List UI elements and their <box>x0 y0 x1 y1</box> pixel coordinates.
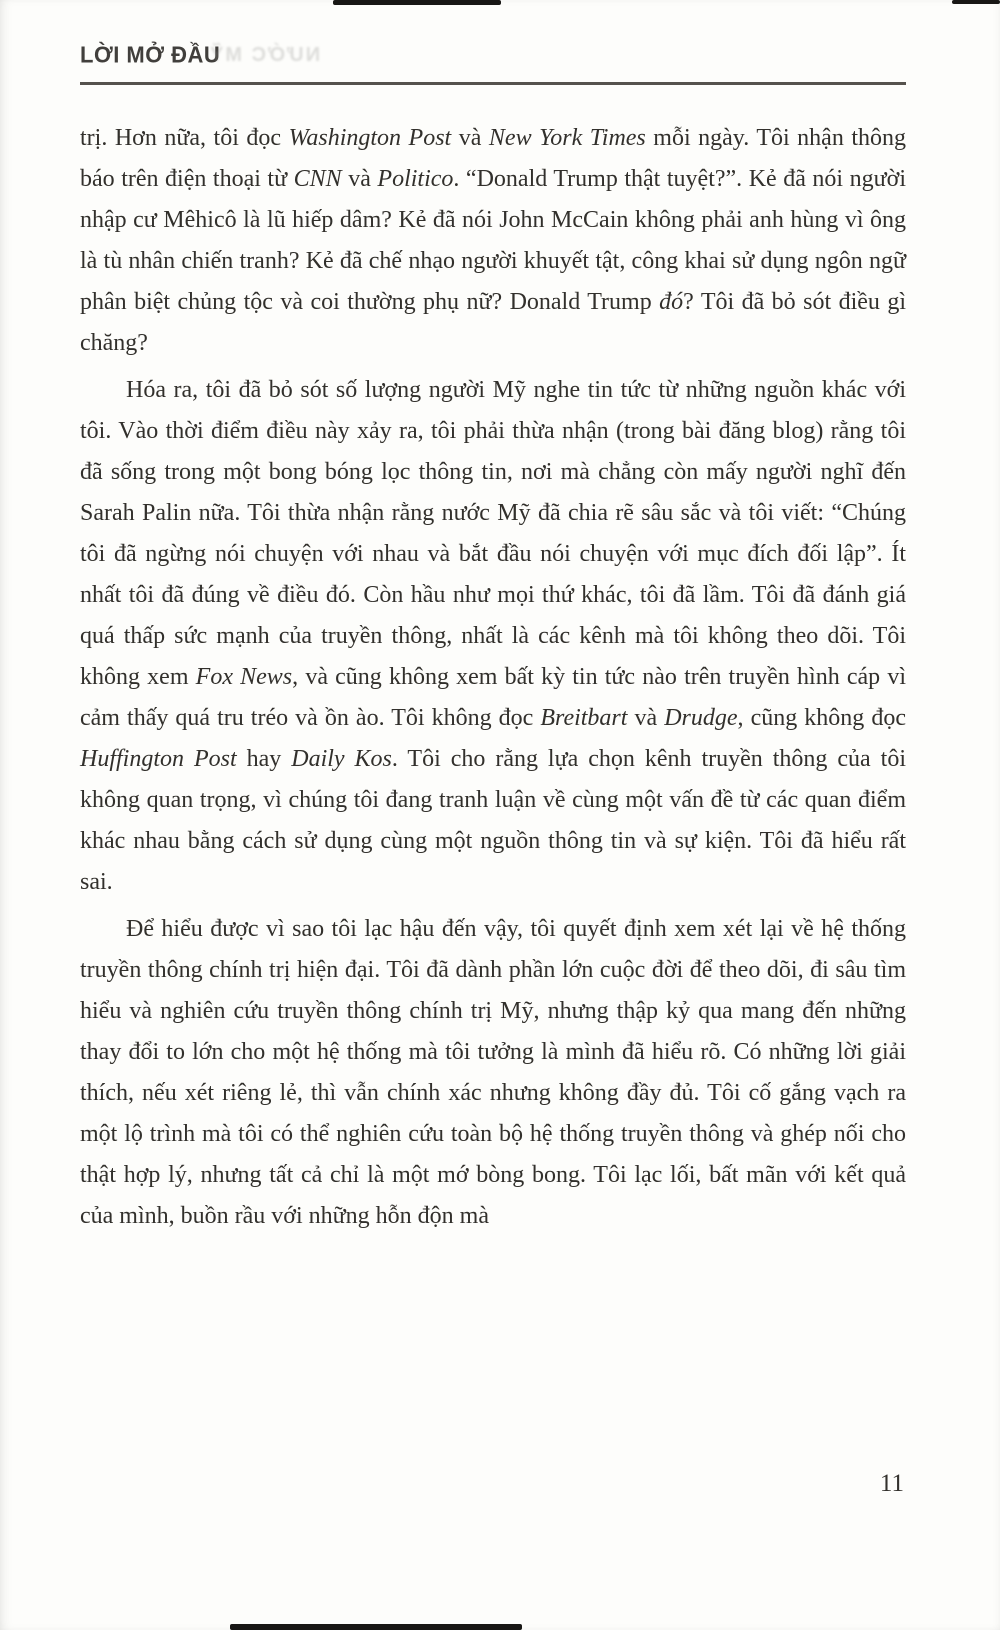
text-run: . Tôi cho rằng lựa chọn kênh truyền thông của tôi không quan trọng, vì chúng tôi đang tranh luận về cùng một vấn đề từ các quan điểm khác nhau bằng cách sử dụng cùng một nguồn thông tin và sự kiện. Tôi đã hiểu rất sai. <box>80 746 906 895</box>
text-run: trị. Hơn nữa, tôi đọc <box>80 125 289 151</box>
italic-text-run: Breitbart <box>540 705 628 731</box>
page-header <box>80 42 906 85</box>
italic-text-run: Daily Kos <box>291 746 392 772</box>
text-run: mỗi ngày. Tôi nhận thông báo trên điện thoại từ <box>80 125 906 192</box>
running-head-title: LỜI MỞ ĐẦU <box>80 41 221 68</box>
paragraph <box>80 909 906 1237</box>
scan-artifact <box>952 0 1000 4</box>
paragraph <box>80 370 906 903</box>
scan-artifact <box>230 1624 522 1630</box>
italic-text-run: Fox News <box>195 664 293 690</box>
italic-text-run: đó <box>659 289 684 315</box>
text-run: , cũng không đọc <box>737 705 906 731</box>
text-run: , và cũng không xem bất kỳ tin tức nào trên truyền hình cáp vì cảm thấy quá tru tréo và ồn ào. Tôi không đọc <box>80 664 906 731</box>
text-run: và <box>341 166 378 192</box>
italic-text-run: CNN <box>293 166 342 192</box>
page-footer <box>880 1470 904 1498</box>
text-run: Để hiểu được vì sao tôi lạc hậu đến vậy, tôi quyết định xem xét lại về hệ thống truyền thông chính trị hiện đại. Tôi đã dành phần lớn cuộc đời để theo dõi, đi sâu tìm hiểu và nghiên cứu truyền thông chính trị Mỹ, nhưng thập kỷ qua mang đến những thay đổi to lớn cho một hệ thống mà tôi tưởng là mình đã hiểu rõ. Có những lời giải thích, nếu xét riêng lẻ, thì vẫn chính xác nhưng không đầy đủ. Tôi cố gắng vạch ra một lộ trình mà tôi có thể nghiên cứu toàn bộ hệ thống truyền thông và ghép nối cho thật hợp lý, nhưng tất cả chỉ là một mớ bòng bong. Tôi lạc lối, bất mãn với kết quả của mình, buồn rầu với những hỗn độn mà <box>80 916 906 1229</box>
text-run: ? Tôi đã bỏ sót điều gì chăng? <box>80 289 906 356</box>
body-text <box>80 118 906 1243</box>
italic-text-run: Drudge <box>664 705 738 731</box>
italic-text-run: Politico <box>377 166 454 192</box>
page-number: 11 <box>879 1470 904 1497</box>
italic-text-run: Huffington Post <box>80 746 237 772</box>
text-run: hay <box>236 746 292 772</box>
header-rule <box>80 82 906 85</box>
bleed-through-text: NƯỚC MỸ <box>208 44 321 66</box>
italic-text-run: Washington Post <box>288 125 452 151</box>
text-run: . “Donald Trump thật tuyệt?”. Kẻ đã nói người nhập cư Mêhicô là lũ hiếp dâm? Kẻ đã nói John McCain không phải anh hùng vì ông là tù nhân chiến tranh? Kẻ đã chế nhạo người khuyết tật, công khai sử dụng ngôn ngữ phân biệt chủng tộc và coi thường phụ nữ? Donald Trump <box>80 166 906 315</box>
paragraph <box>80 118 906 364</box>
text-run: Hóa ra, tôi đã bỏ sót số lượng người Mỹ nghe tin tức từ những nguồn khác với tôi. Vào thời điểm điều này xảy ra, tôi phải thừa nhận (trong bài đăng blog) rằng tôi đã sống trong một bong bóng lọc thông tin, nơi mà chẳng còn mấy người nghĩ đến Sarah Palin nữa. Tôi thừa nhận rằng nước Mỹ đã chia rẽ sâu sắc và tôi viết: “Chúng tôi đã ngừng nói chuyện với nhau và bắt đầu nói chuyện với mục đích đối lập”. Ít nhất tôi đã đúng về điều đó. Còn hầu như mọi thứ khác, tôi đã lầm. Tôi đã đánh giá quá thấp sức mạnh của truyền thông, nhất là các kênh mà tôi không theo dõi. Tôi không xem <box>80 377 906 690</box>
text-run: và <box>627 705 665 731</box>
scan-artifact <box>333 0 501 5</box>
italic-text-run: New York Times <box>488 125 646 151</box>
text-run: và <box>451 125 489 151</box>
